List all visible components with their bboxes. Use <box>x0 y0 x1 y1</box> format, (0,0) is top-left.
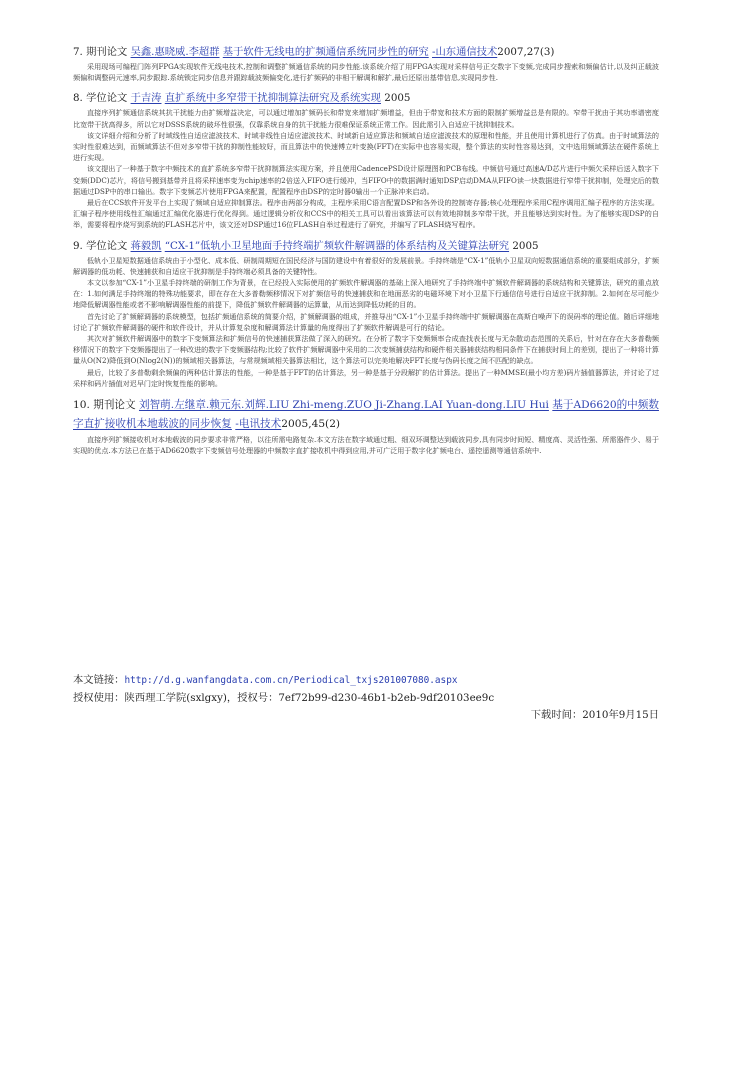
title-link[interactable]: “CX-1”低轨小卫星地面手持终端扩频软件解调器的体系结构及关键算法研究 <box>164 239 510 252</box>
entry-number: 8. <box>73 92 83 105</box>
abstract-paragraph: 最后，比较了多普勒剩余频偏的两种估计算法的性能，一种是基于FFT的估计算法，另一种是基于分段解扩的估计算法。提出了一种MMSE(最小均方差)码片插值器算法，并讨论了过采样和码片插值对迟早门定时恢复性能的影响。 <box>73 367 659 388</box>
license-info: 授权使用：陕西理工学院(sxlgxy)，授权号：7ef72b99-d230-46b1-b2eb-9df20103ee9c <box>73 691 495 704</box>
entry-heading <box>73 44 659 61</box>
author-link[interactable]: 于吉涛 <box>130 92 162 105</box>
download-time: 下载时间：2010年9月15日 <box>530 709 659 721</box>
entry-year: 2005 <box>384 92 411 105</box>
abstract-paragraph: 采用现场可编程门阵列FPGA实现软件无线电技术,控制和调整扩频通信系统的同步性能.该系统介绍了用FPGA实现对采样信号正交数字下变频,完成同步搜索和频偏估计,以及纠正载波频偏和调整码元速率,同步跟踪.系统锁定同步信息并跟踪载波频偏变化,进行扩频码的非相干解调和解扩,最后还原出基带信息,实现同步性. <box>73 62 659 83</box>
abstract-paragraph: 本文以参加“CX-1”小卫星手持终端的研制工作为背景，在已经投入实际使用的扩频软件解调器的基础上深入地研究了手持终端中扩频软件解调器的系统结构和关键算法，研究的重点放在：1.如何满足手持终端的特殊功能要求，即在存在大多普勒频移情况下对扩频信号的快速捕获和在地面恶劣的电磁环境下对小卫星下行通信信号进行自适应干扰抑制。2.如何在尽可能少地降低解调器性能或者不影响解调器性能的前提下，降低扩频软件解调器的运算量，从而达到降低功耗的目的。 <box>73 278 659 310</box>
abstract-paragraph: 该文详细介绍和分析了时域线性自适应滤波技术、时域非线性自适应滤波技术、时域新自适应算法和频域自适应滤波技术的原理和性能，并且使用计算机进行了仿真。由于时域算法的实时性很难达到，而频域算法不但对多窄带干扰的抑制性能较好，而且算法中的快速傅立叶变换(FFT)在实际中也容易实现，整个算法的实时性容易达到，文中选用频域算法在硬件系统上进行实现。 <box>73 130 659 163</box>
abstract-paragraph: 低轨小卫星短数据通信系统由于小型化、成本低、研制周期短在国民经济与国防建设中有着很好的发展前景。手持终端是“CX-1”低轨小卫星双向短数据通信系统的重要组成部分，扩频解调器的低功耗、快速捕获和自适应干扰抑制是手持终端必须具备的关键特性。 <box>73 255 659 276</box>
entry-heading <box>73 90 659 107</box>
article-url[interactable]: http://d.g.wanfangdata.com.cn/Periodical_txjs201007080.aspx <box>124 675 458 686</box>
reference-entry <box>73 90 659 230</box>
author-link[interactable]: 刘智萌.左继章.赖元东.刘辉.LIU Zhi-meng.ZUO Ji-Zhang.LAI Yuan-dong.LIU Hui <box>138 399 549 412</box>
abstract-paragraph: 该文提出了一种基于数字中频技术的直扩系统多窄带干扰抑制算法实现方案，并且使用CadencePSD设计原理图和PCB布线。中频信号通过高速A/D芯片进行中频欠采样后送入数字下变频(DDC)芯片，将信号搬到基带并且将采样速率变为chip速率的2倍送入FIFO进行缓冲，当FIFO中的数据满时通知DSP启动DMA从FIFO读一块数据进行窄带干扰抑制，处理完后的数据通过DSP中的串口输出。数字下变频芯片使用FPGA来配置，配置程序由DSP的定时器0输出一个正脉冲来启动。 <box>73 164 659 196</box>
abstract-paragraph: 首先讨论了扩频解调器的系统模型，包括扩频通信系统的简要介绍，扩频解调器的组成，并推导出“CX-1”小卫星手持终端中扩频解调器在高斯白噪声下的误码率的理论值。随后详细地讨论了扩频软件解调器的硬件和软件设计，并从计算复杂度和解调算法计算量的角度得出了扩频软件解调是可行的结论。 <box>73 311 659 332</box>
author-link[interactable]: 蒋毅凯 <box>130 239 162 252</box>
entry-volume: 2005,45(2) <box>281 418 341 431</box>
abstract-paragraph: 其次对扩频软件解调器中的数字下变频算法和扩频信号的快速捕获算法做了深入的研究。在分析了数字下变频频率合成查找表长度与无杂散动态范围的关系后，针对在存在大多普勒频移情况下的数字下变频器提出了一种改进的数字下变频器结构;比较了软件扩频解调器中采用的二次变频捕获结构和硬件相关器捕获结构相同条件下在捕获时间上的差别，提出了一种将计算量从O(N2)降低到O(Nlog2(N))的频域相关器算法，与常规频域相关器算法相比，这个算法可以完美地解决FFT长度与伪码长度之间不匹配的缺点。 <box>73 334 659 366</box>
reference-entry <box>73 238 659 389</box>
abstract-paragraph: 最后在CCS软件开发平台上实现了频域自适应抑制算法。程序由两部分构成，主程序采用C语言配置DSP和各外设的控制寄存器;核心处理程序采用C程序调用汇编子程序的方法实现。汇编子程序使用线性汇编通过汇编优化器进行优化得到。通过逻辑分析仪和CCS中的相关工具可以看出该算法可以有效地抑制多窄带干扰，并且能够达到实时性。为了能够实现DSP的自举，需要将程序烧写到系统的FLASH芯片中，该文还对DSP通过16位FLASH自举过程进行了研究，并编写了FLASH烧写程序。 <box>73 198 659 230</box>
abstract-paragraph: 直接序列扩频通信系统其抗干扰能力由扩频增益决定，可以通过增加扩频码长和带宽来增加扩频增益，但由于带宽和技术方面的限制扩频增益总是有限的。窄带干扰由于其功率谱密度比宽带干扰高得多，所以它对DSSS系统的破坏性很强，仅靠系统自身的抗干扰能力很难保证系统正常工作。因此需引入自适应干扰抑制技术。 <box>73 108 659 129</box>
reference-entry <box>73 44 659 83</box>
entry-number: 10. <box>73 399 90 412</box>
link-label: 本文链接： <box>73 674 125 686</box>
source-link[interactable]: -电讯技术 <box>235 418 282 431</box>
title-link[interactable]: 直扩系统中多窄带干扰抑制算法研究及系统实现 <box>164 92 381 105</box>
entry-type: 期刊论文 <box>86 46 128 58</box>
title-link[interactable]: 基于AD6620的中频数字直扩接收机本地载波的同步恢复 <box>73 399 659 431</box>
document-footer <box>73 672 659 725</box>
abstract-paragraph: 直接序列扩频接收机对本地载波的同步要求非常严格，以往所需电路复杂.本文方法在数字域通过粗、细双环调整达到载波同步,具有同步时间短、精度高、灵活性强、所需器件少、易于实现的优点.本方法已在基于AD6620数字下变频信号处理器的中频数字直扩接收机中得到应用,并可广泛用于数字化扩频电台、遥控遥测等通信系统中. <box>73 435 660 456</box>
entry-heading <box>73 396 659 434</box>
entry-volume: 2007,27(3) <box>497 46 555 58</box>
entry-type: 期刊论文 <box>93 399 136 412</box>
author-link[interactable]: 吴鑫.惠晓威.李超群 <box>130 46 220 58</box>
entry-number: 9. <box>73 239 83 252</box>
entry-year: 2005 <box>512 239 539 252</box>
article-link-row <box>73 672 659 690</box>
reference-entry <box>73 396 659 456</box>
entry-type: 学位论文 <box>86 92 128 105</box>
title-link[interactable]: 基于软件无线电的扩频通信系统同步性的研究 <box>222 46 429 58</box>
source-link[interactable]: -山东通信技术 <box>432 46 498 58</box>
entry-heading <box>73 238 659 255</box>
entry-type: 学位论文 <box>86 239 128 252</box>
reference-list <box>73 44 659 463</box>
entry-number: 7. <box>73 46 83 58</box>
